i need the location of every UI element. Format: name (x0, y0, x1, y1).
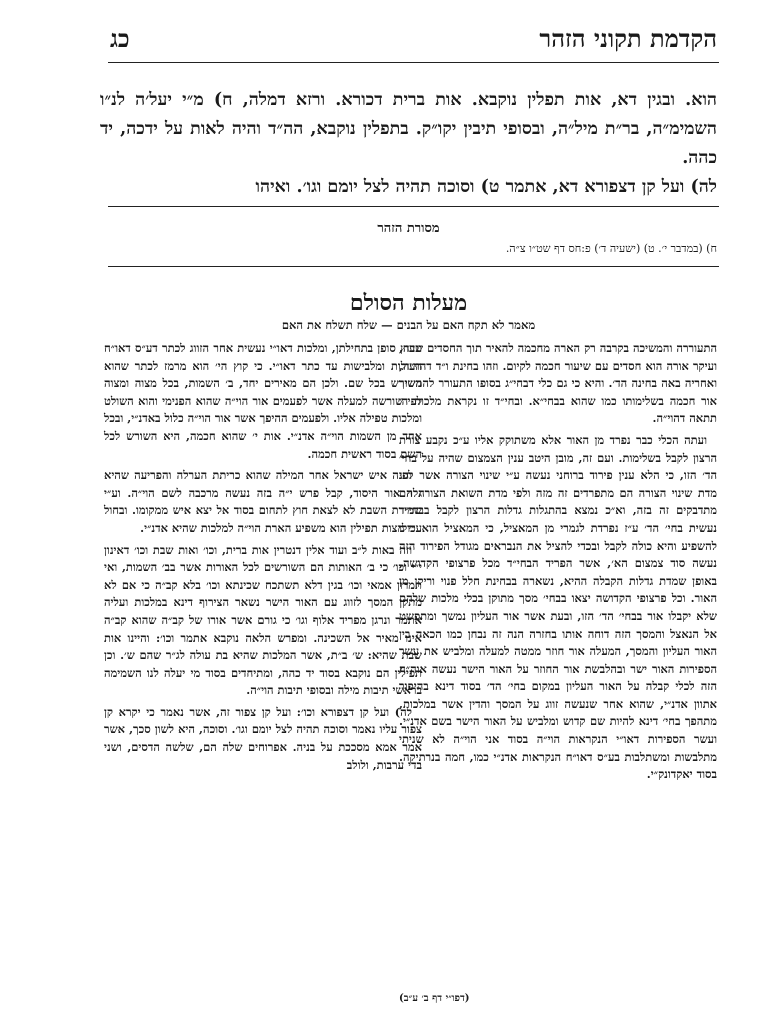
commentary-paragraph: וזה באות ל״ב ועוד אלין דנטרין אות ברית, וכו׳ ואות שבת וכו׳ דאינון י״י וכו׳ כי ב׳ האותות הם השורשים לכל האורות אשר בב׳ השמות, ואי תמרון אמאי וכו׳ בגין דלא תשתכח שכינתא וכו׳ בלא קב״ה כי אם לא מתקן המסך לזווג עם האור הישר נשאר הצירוף דינא במלכות ועליה אתמר ונרגן מפריד אלוף וגו׳ כי גורם אשר אורו של קב״ה שהוא קב״ה אינו מאיר אל השכינה. ומפרש הלאה נוקבא אתמר וכו׳: והיינו אות שבת שהיא: ש׳ ב״ת, אשר המלכות שהיא בת עולה לג״ר שהם ש׳. וכן תפילין הם נוקבא בסוד יד כהה, ומתיחדים בסוד מי יעלה לנו השמימה בראשי תיבות מילה ובסופי תיבות הוי״ה. (104, 542, 422, 698)
section-title: מעלות הסולם (349, 290, 468, 316)
page-number: כג (110, 24, 130, 53)
masoret-references: ח) (במדבר י׳. ט) (ישעיה ד׳) פ:חס דף שט״ו צ״ה. (505, 242, 717, 255)
commentary-paragraph: והנה איש ישראל אחר המילה שהוא כריתת הערלה והפריעה שהיא גלוי אור היסוד, קבל פרש י״ה בזה נעשה מרכבה לשם הוי״ה. וע״י שמירת השבת לא לצאת חוץ לתחום בסוד אל יצא איש ממקומו. ובחול ע״י מצות תפילין הוא משפיע הארת הוי״ה למלכות שהיא אדנ״י. (104, 468, 422, 535)
commentary-paragraph: ונעוץ סופן בתחילתן, ומלכות דאו״י נעשית אחר הזווג לכתר דע״ס דאו״ח העולות ומלבישות עד כתר דאו״י. כי קוץ הי׳ הוא מרמז לכתר שהוא השורש בכל שם. ולכן הם מאירים יחד, ב׳ השמות, בכל מצוה ומצוה לפי שורשה למעלה אשר לפעמים אור הוי״ה שהוא הפנימי והוא השולט ומלכות טפילה אליו. ולפעמים ההיפך אשר אור הוי״ה כלול באדנ״י, ובכל אחד מן השמות הוי״ה אדנ״י. אות י׳ שהוא חכמה, היא השורש לכל השם בסוד ראשית חכמה. (104, 341, 422, 461)
running-title: הקדמת תקוני הזהר (539, 24, 717, 53)
zohar-paragraph: לה) ועל קן דצפורא דא, אתמר ט) וסוכה תהיה לצל יומם וגו׳. ואיהו (255, 177, 717, 197)
left-column (104, 340, 422, 778)
commentary-paragraph: לה) ועל קן דצפורא וכו׳: ועל קן צפור זה, אשר נאמר כי יקרא קן צפור עליו נאמר וסוכה תהיה לצל יומם וגו׳. וסוכה, היא לשון סכך, אשר אמר אמא מסככת על בניה. אפרוחים שלה הם, שלשה הדסים, ושני בדי ערבות, ולולב (104, 704, 422, 772)
zohar-paragraph: הוא. ובגין דא, אות תפלין נוקבא. אות ברית דכורא. ורזא דמלה, ח) מ״י יעל׳ה לנ״ו השמימ״ה, בר״ת מיל״ה, ובסופי תיבין יקו״ק. בתפלין נוקבא, הה״ד והיה לאות על ידכה, יד כהה. (100, 90, 717, 168)
commentary-paragraph: ועתה הכלי כבר נפרד מן האור אלא משתוקק אליו ע״כ נקבע צורת הרצון לקבל בשלימות. ועם זה, מובן היטב ענין הצמצום שהיה על בחי׳ הד׳ הזו, כי הלא ענין פירוד ברוחני נעשה ע״י שינוי הצורה אשר לפי מדת שינוי הצורה הם מתפרדים זה מזה ולפי מדת השואת הצורה הם מתדבקים זה בזה, וא״כ נמצא בהתגלות גדלות הרצון לקבל בבחי״ד נעשית בחי׳ הד׳ ע״ז נפרדת לגמרי מן המאציל, כי המאציל הוא כולו להשפיע והיא כולה לקבל ובכדי להציל את הנבראים מגודל הפירוד הזה נעשה סוד צמצום הא׳, אשר הפריד הבחי״ד מכל פרצופי הקדושה, באופן שמדת גדלות הקבלה ההיא, נשארה בבחינת חלל פנוי וריקן מן האור. וכל פרצופי הקדושה יצאו בבחי׳ מסך מתוקן בכלי מלכות שלהם שלא יקבלו אור בבחי׳ הד׳ הזו, ובעת אשר אור העליון נמשך ומתפשט אל הנאצל והמסך הזה דוחה אותו בחזרה הנה זה נבחן כמו הכאה בין האור העליון והמסך, המעלה אור חוזר ממטה למעלה ומלביש את עשר הספירות האור ישר ובהלבשת אור החוזר על האור הישר נעשה אוה״ח הזה לכלי קבלה על האור העליון במקום בחי׳ הד׳ בסוד דינא בהיפוך אתוון אדנ״י, שהוא אחר שנעשה זווג על המסך והדין אשר במלכות, מתהפך בחי׳ דינא להיות שם קדוש ומלביש על האור הישר בשם אדנ״י. ועשר הספירות דאו״י הנקראות הוי״ה בסוד אני הוי״ה לא שניתי מתלבשות ומשתלבות בע״ס דאו״ח הנקראות אדנ״י כמו, חמה בנרתיקה. בסוד יאקדונק״י. (399, 432, 717, 782)
right-column (399, 340, 717, 788)
section-subtitle: מאמר לא תקח האם על הבנים — שלח תשלח את האם (281, 318, 536, 332)
footnote: (דפו״י דף ב׳ ע״ב) (399, 993, 470, 1004)
header-rule (108, 62, 719, 63)
page-header (110, 22, 717, 58)
section-rule (108, 206, 719, 207)
commentary-paragraph: התעוררה והמשיכה בקרבה רק הארה מחכמה להאיר תוך החסדים שבה, ועיקר אורה הוא חסדים עם שיעור חכמה לקיום. וזהו בחינת ו״ד דהוי״ה, ואחריה באה בחינה הד׳. והיא כי גם כלי דבחי״ג בסופו התעורר להמשיך אור חכמה בשלימותו כמו שהוא בבחי״א. ובחי״ד זו נקראת מלכות ה׳ תתאה דהוי״ה. (399, 341, 717, 426)
masoret-title: מסורת הזהר (377, 221, 440, 236)
zohar-text (100, 86, 717, 202)
section-rule (108, 266, 719, 267)
